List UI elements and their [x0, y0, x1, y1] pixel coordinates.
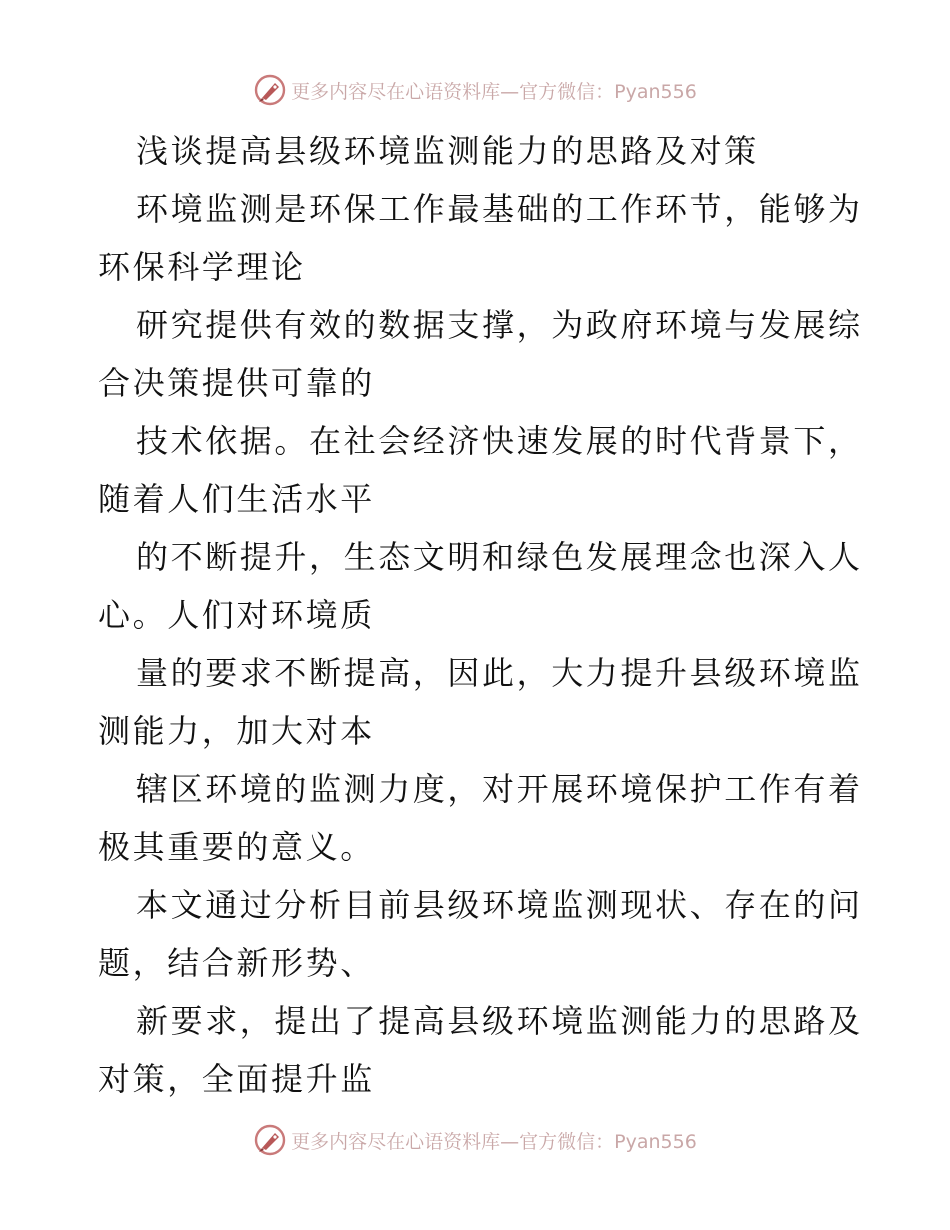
- header-banner: [0, 70, 950, 110]
- text-line: 随着人们生活水平: [98, 480, 375, 518]
- text-line: 的不断提升，生态文明和绿色发展理念也深入人: [136, 538, 863, 576]
- text-line: 题，结合新形势、: [98, 944, 375, 982]
- text-line: 辖区环境的监测力度，对开展环境保护工作有着: [136, 770, 863, 808]
- document-body: [98, 122, 863, 1108]
- footer-banner: [0, 1120, 950, 1160]
- text-line: 心。人们对环境质: [98, 596, 375, 634]
- text-line: 新要求，提出了提高县级环境监测能力的思路及: [136, 1002, 863, 1040]
- text-line: 测能力，加大对本: [98, 712, 375, 750]
- header-banner-text: 更多内容尽在心语资料库—官方微信：Pyan556: [291, 80, 697, 103]
- text-line: 极其重要的意义。: [98, 828, 375, 866]
- footer-banner-text: 更多内容尽在心语资料库—官方微信：Pyan556: [291, 1130, 697, 1153]
- fountain-pen-logo-icon: [253, 1123, 287, 1157]
- text-line: 对策，全面提升监: [98, 1060, 375, 1098]
- text-line: 环境监测是环保工作最基础的工作环节，能够为: [136, 190, 863, 228]
- text-line: 技术依据。在社会经济快速发展的时代背景下，: [136, 422, 863, 460]
- text-line: 研究提供有效的数据支撑，为政府环境与发展综: [136, 306, 863, 344]
- text-line: 本文通过分析目前县级环境监测现状、存在的问: [136, 886, 863, 924]
- text-line: 量的要求不断提高，因此，大力提升县级环境监: [136, 654, 863, 692]
- fountain-pen-logo-icon: [253, 73, 287, 107]
- document-title-line: 浅谈提高县级环境监测能力的思路及对策: [136, 132, 759, 170]
- text-line: 合决策提供可靠的: [98, 364, 375, 402]
- text-line: 环保科学理论: [98, 248, 306, 286]
